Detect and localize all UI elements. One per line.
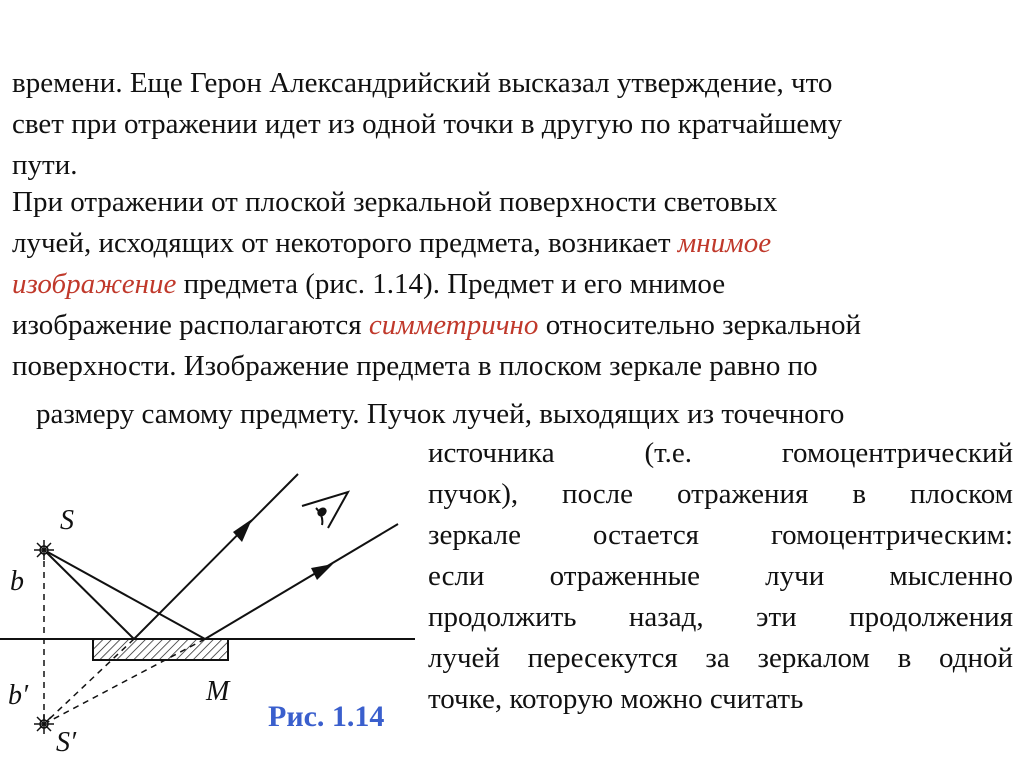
reflected-ray: [205, 524, 398, 639]
text-segment: относительно зеркальной: [538, 309, 861, 341]
text-line: свет при отражении идет из одной точки в другую по кратчайшему: [12, 108, 843, 140]
highlight-term: симметрично: [368, 309, 539, 341]
source-star-icon: [34, 540, 54, 560]
highlight-term: мнимое: [677, 227, 772, 259]
text-line: источника (т.е. гомоцентрический: [428, 437, 1013, 469]
text-line: [12, 305, 861, 346]
text-line: лучей пересекутся за зеркалом в одной: [428, 642, 1013, 674]
label-M: M: [206, 676, 230, 707]
label-b: b: [10, 566, 24, 597]
arrowhead-icon: [233, 519, 252, 542]
eye-icon: [302, 492, 348, 528]
text-line: размеру самому предмету. Пучок лучей, выходящих из точечного: [36, 398, 845, 430]
image-star-icon: [34, 714, 54, 734]
label-b-prime: b′: [8, 680, 29, 711]
text-line: зеркале остается гомоцентрическим:: [428, 519, 1013, 551]
incident-ray: [44, 550, 134, 639]
text-line: [12, 264, 725, 305]
text-line: времени. Еще Герон Александрийский высказал утверждение, что: [12, 67, 833, 99]
text-line: точке, которую можно считать: [428, 683, 804, 715]
text-line: поверхности. Изображение предмета в плоском зеркале равно по: [12, 350, 818, 382]
text-line: При отражении от плоской зеркальной поверхности световых: [12, 186, 778, 218]
text-segment: лучей, исходящих от некоторого предмета, возникает: [12, 227, 678, 259]
text-line: продолжить назад, эти продолжения: [428, 601, 1013, 633]
mirror-body: [93, 639, 228, 660]
incident-ray: [44, 550, 205, 639]
label-S-prime: S′: [56, 727, 77, 758]
text-segment: изображение располагаются: [12, 309, 369, 341]
text-line: если отраженные лучи мысленно: [428, 560, 1013, 592]
figure-caption: Рис. 1.14: [268, 700, 385, 733]
text-line: [12, 223, 771, 264]
label-S: S: [60, 505, 74, 536]
arrowhead-icon: [311, 564, 333, 580]
text-segment: предмета (рис. 1.14). Предмет и его мнимое: [176, 268, 726, 300]
text-line: пути.: [12, 149, 78, 181]
highlight-term: изображение: [12, 268, 177, 300]
reflected-ray: [134, 474, 298, 639]
text-line: пучок), после отражения в плоском: [428, 478, 1013, 510]
